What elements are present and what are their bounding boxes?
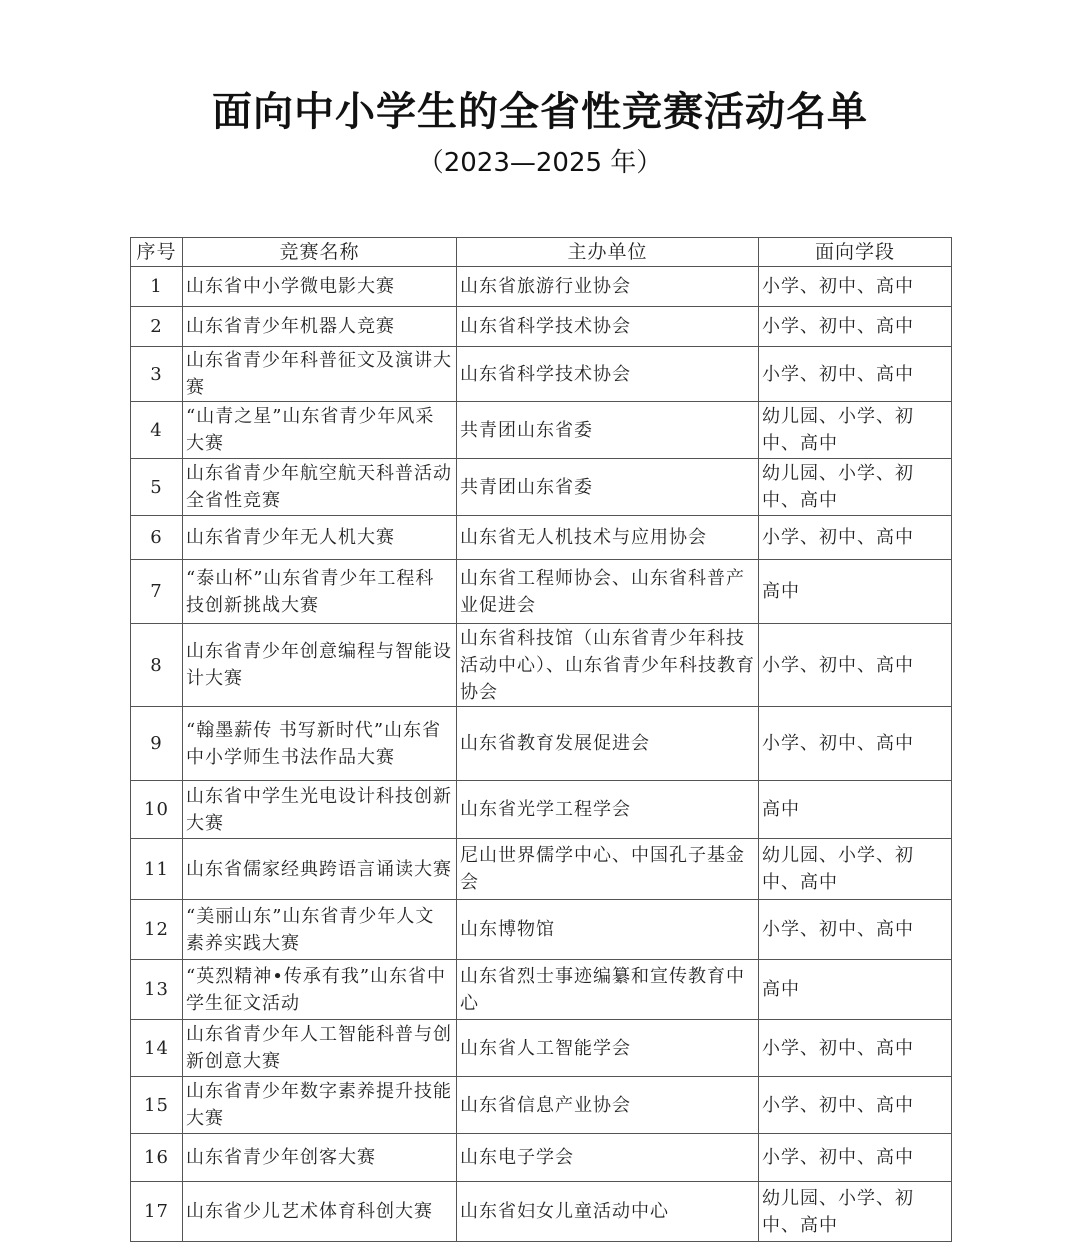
table-row (131, 307, 952, 347)
competition-name: “泰山杯”山东省青少年工程科技创新挑战大赛 (183, 560, 457, 624)
organizer: 山东省工程师协会、山东省科普产业促进会 (457, 560, 759, 624)
table-row (131, 402, 952, 459)
school-level: 小学、初中、高中 (759, 900, 952, 960)
organizer: 共青团山东省委 (457, 402, 759, 459)
table-row (131, 1077, 952, 1134)
school-level: 小学、初中、高中 (759, 1020, 952, 1077)
table-row (131, 781, 952, 839)
table-row (131, 839, 952, 900)
competition-name: 山东省青少年机器人竞赛 (183, 307, 457, 347)
competition-name: 山东省青少年无人机大赛 (183, 516, 457, 560)
organizer: 尼山世界儒学中心、中国孔子基金会 (457, 839, 759, 900)
organizer: 共青团山东省委 (457, 459, 759, 516)
school-level: 小学、初中、高中 (759, 1077, 952, 1134)
row-number: 16 (131, 1134, 183, 1182)
organizer: 山东省科学技术协会 (457, 347, 759, 402)
organizer: 山东省信息产业协会 (457, 1077, 759, 1134)
competition-name: “美丽山东”山东省青少年人文素养实践大赛 (183, 900, 457, 960)
school-level: 小学、初中、高中 (759, 307, 952, 347)
organizer: 山东省科技馆（山东省青少年科技活动中心）、山东省青少年科技教育协会 (457, 624, 759, 707)
competition-name: “英烈精神•传承有我”山东省中学生征文活动 (183, 960, 457, 1020)
row-number: 10 (131, 781, 183, 839)
competition-name: “山青之星”山东省青少年风采大赛 (183, 402, 457, 459)
competition-table (130, 237, 952, 1242)
table-row (131, 960, 952, 1020)
row-number: 5 (131, 459, 183, 516)
table-row (131, 1020, 952, 1077)
school-level: 小学、初中、高中 (759, 1134, 952, 1182)
table-row (131, 560, 952, 624)
school-level: 小学、初中、高中 (759, 347, 952, 402)
document-title: 面向中小学生的全省性竞赛活动名单 (212, 89, 868, 135)
competition-name: 山东省青少年创客大赛 (183, 1134, 457, 1182)
competition-name: 山东省青少年科普征文及演讲大赛 (183, 347, 457, 402)
competition-name: 山东省青少年创意编程与智能设计大赛 (183, 624, 457, 707)
organizer: 山东电子学会 (457, 1134, 759, 1182)
table-row (131, 516, 952, 560)
organizer: 山东省教育发展促进会 (457, 707, 759, 781)
document-subtitle: （2023—2025 年） (417, 148, 663, 178)
school-level: 小学、初中、高中 (759, 707, 952, 781)
school-level: 小学、初中、高中 (759, 624, 952, 707)
table-row (131, 459, 952, 516)
organizer: 山东省旅游行业协会 (457, 267, 759, 307)
table-row (131, 900, 952, 960)
table-row (131, 1134, 952, 1182)
competition-name: 山东省少儿艺术体育科创大赛 (183, 1182, 457, 1242)
school-level: 小学、初中、高中 (759, 516, 952, 560)
school-level: 高中 (759, 781, 952, 839)
row-number: 3 (131, 347, 183, 402)
school-level: 高中 (759, 960, 952, 1020)
competition-name: “翰墨薪传 书写新时代”山东省中小学师生书法作品大赛 (183, 707, 457, 781)
row-number: 8 (131, 624, 183, 707)
competition-name: 山东省中学生光电设计科技创新大赛 (183, 781, 457, 839)
organizer: 山东博物馆 (457, 900, 759, 960)
row-number: 12 (131, 900, 183, 960)
table-header-row (131, 238, 952, 267)
competition-name: 山东省中小学微电影大赛 (183, 267, 457, 307)
header-school-level: 面向学段 (759, 238, 952, 267)
row-number: 1 (131, 267, 183, 307)
organizer: 山东省人工智能学会 (457, 1020, 759, 1077)
school-level: 幼儿园、小学、初中、高中 (759, 839, 952, 900)
organizer: 山东省科学技术协会 (457, 307, 759, 347)
row-number: 9 (131, 707, 183, 781)
row-number: 15 (131, 1077, 183, 1134)
organizer: 山东省烈士事迹编纂和宣传教育中心 (457, 960, 759, 1020)
organizer: 山东省妇女儿童活动中心 (457, 1182, 759, 1242)
competition-name: 山东省青少年数字素养提升技能大赛 (183, 1077, 457, 1134)
competition-name: 山东省青少年人工智能科普与创新创意大赛 (183, 1020, 457, 1077)
competition-name: 山东省儒家经典跨语言诵读大赛 (183, 839, 457, 900)
competition-name: 山东省青少年航空航天科普活动全省性竞赛 (183, 459, 457, 516)
school-level: 幼儿园、小学、初中、高中 (759, 459, 952, 516)
table-row (131, 347, 952, 402)
row-number: 4 (131, 402, 183, 459)
table-row (131, 267, 952, 307)
row-number: 13 (131, 960, 183, 1020)
header-competition-name: 竞赛名称 (183, 238, 457, 267)
school-level: 小学、初中、高中 (759, 267, 952, 307)
school-level: 高中 (759, 560, 952, 624)
row-number: 14 (131, 1020, 183, 1077)
organizer: 山东省无人机技术与应用协会 (457, 516, 759, 560)
row-number: 2 (131, 307, 183, 347)
table-row (131, 1182, 952, 1242)
row-number: 6 (131, 516, 183, 560)
organizer: 山东省光学工程学会 (457, 781, 759, 839)
header-organizer: 主办单位 (457, 238, 759, 267)
row-number: 11 (131, 839, 183, 900)
header-number: 序号 (131, 238, 183, 267)
table-row (131, 624, 952, 707)
school-level: 幼儿园、小学、初中、高中 (759, 402, 952, 459)
row-number: 7 (131, 560, 183, 624)
school-level: 幼儿园、小学、初中、高中 (759, 1182, 952, 1242)
table-row (131, 707, 952, 781)
row-number: 17 (131, 1182, 183, 1242)
